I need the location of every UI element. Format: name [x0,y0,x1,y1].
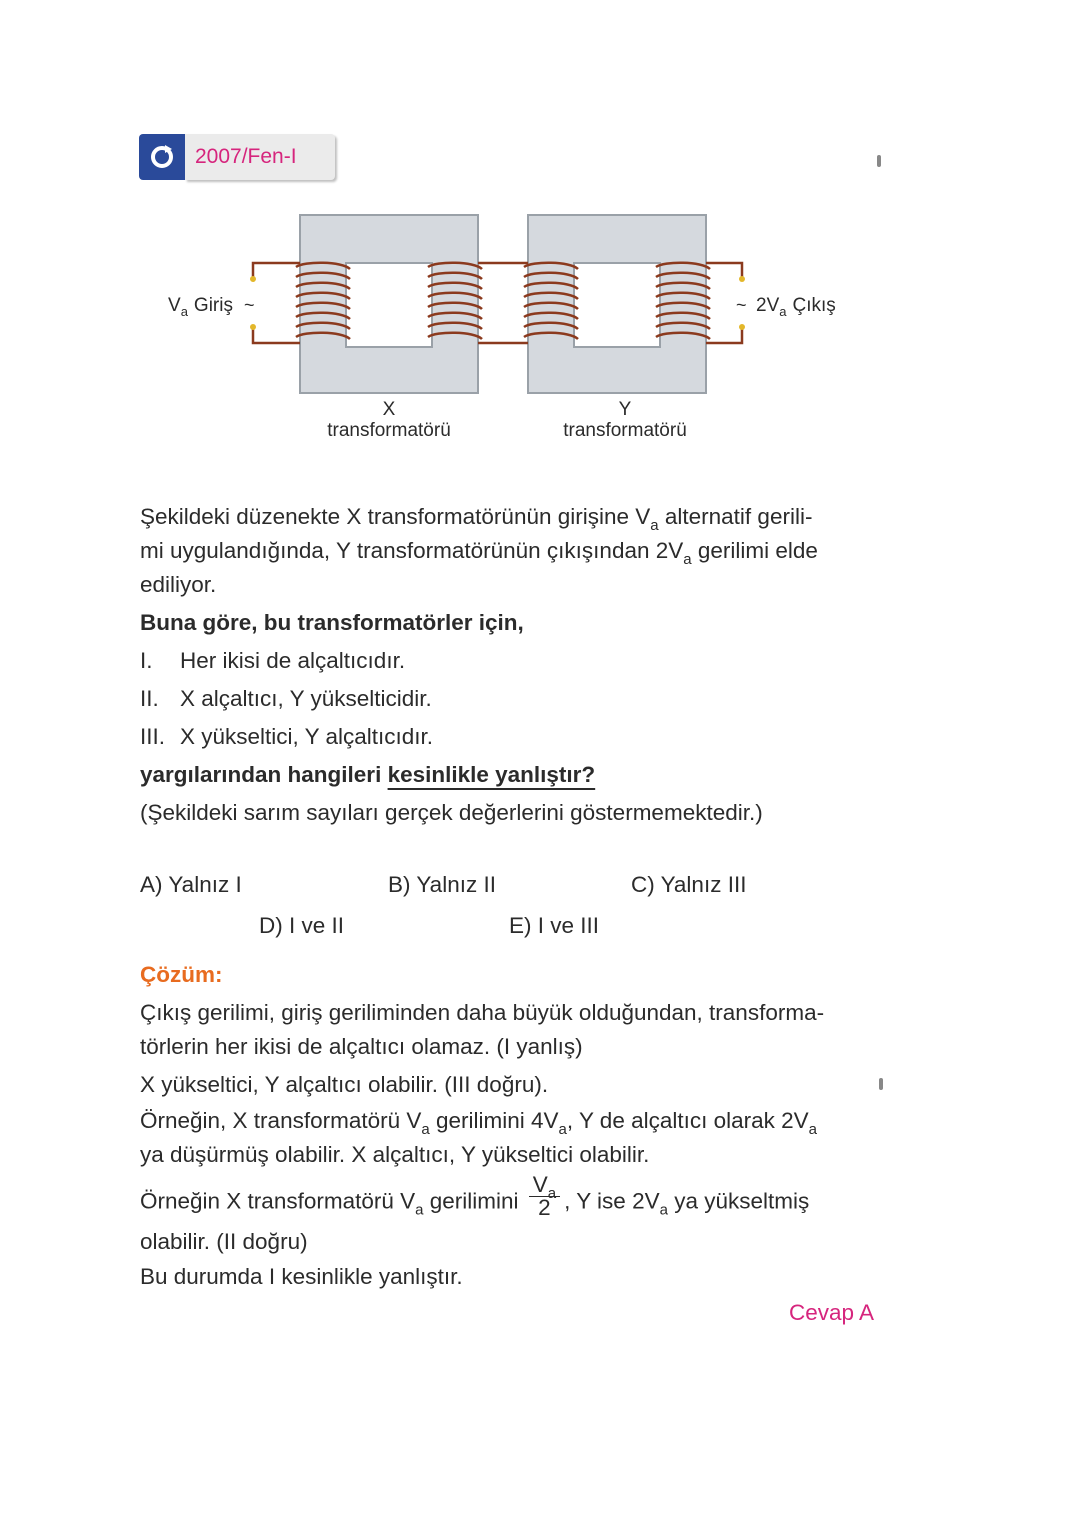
question-lead: Buna göre, bu transformatörler için, [140,610,524,635]
choice-a[interactable]: A) Yalnız I [140,872,242,897]
fraction-va-over-2: $\frac{V_a}{2}$ [529,1174,560,1219]
svg-text:VaGiriş [168,295,233,319]
statement-1: I. Her ikisi de alçaltıcıdır. [140,648,406,673]
input-word: Giriş [193,295,233,316]
choice-e[interactable]: E) I ve III [509,913,600,938]
solution-paragraph-4: Örneğin X transformatörü $V_a$ gerilimini $\frac{V_a}{2}$ , Y ise $2V_a$ ya yükseltmiş olabilir. (II doğru) [140,1172,810,1254]
statement-2: II. X alçaltıcı, Y yükselticidir. [140,686,432,711]
output-tilde: ~ [736,295,747,315]
input-v-label: V [168,295,181,316]
svg-text:2VaÇıkış [756,295,836,319]
source-badge [139,134,335,180]
input-v-sub: a [180,304,188,319]
x-caption: transformatörü [327,420,451,441]
output-word: Çıkış [792,295,836,316]
choice-d[interactable]: D) I ve II [259,913,345,938]
output-v-sub: a [779,304,787,319]
transformer-diagram [150,205,870,460]
choice-c[interactable]: C) Yalnız III [631,872,747,897]
question-ask: yargılarından hangileri kesinlikle yanlıştır? [140,762,596,787]
output-2v-label: 2V [756,295,780,316]
refresh-circle-icon [139,134,185,180]
input-tilde: ~ [244,295,255,315]
question-note: (Şekildeki sarım sayıları gerçek değerlerini göstermemektedir.) [140,800,763,825]
source-label: 2007/Fen-I [185,134,335,180]
solution-title: Çözüm: [140,962,223,987]
x-letter: X [382,399,396,420]
question-intro: Şekildeki düzenekte X transformatörünün girişine $V_a$ alternatif gerili- mi uygulandığında, Y transformatörünün çıkışından $2V_a$ gerilimi elde ediliyor. [140,504,818,597]
solution-paragraph-1: Çıkış gerilimi, giriş geriliminden daha büyük olduğundan, transforma- törlerin her ikisi de alçaltıcı olamaz. (I yanlış) [140,1000,825,1059]
solution-paragraph-2: X yükseltici, Y alçaltıcı olabilir. (III doğru). [140,1072,549,1097]
y-letter: Y [618,399,632,420]
solution-paragraph-5: Bu durumda I kesinlikle yanlıştır. [140,1264,463,1289]
choice-b[interactable]: B) Yalnız II [388,872,496,897]
y-caption: transformatörü [563,420,687,441]
page-edge-mark [877,155,881,167]
answer-label: Cevap A [789,1300,875,1325]
statement-3: III. X yükseltici, Y alçaltıcıdır. [140,724,434,749]
solution-paragraph-3: Örneğin, X transformatörü $V_a$ gerilimini $4V_a$, Y de alçaltıcı olarak $2V_a$ ya düşürmüş olabilir. X alçaltıcı, Y yükseltici olabilir. [140,1108,818,1167]
page-edge-mark [879,1078,883,1090]
